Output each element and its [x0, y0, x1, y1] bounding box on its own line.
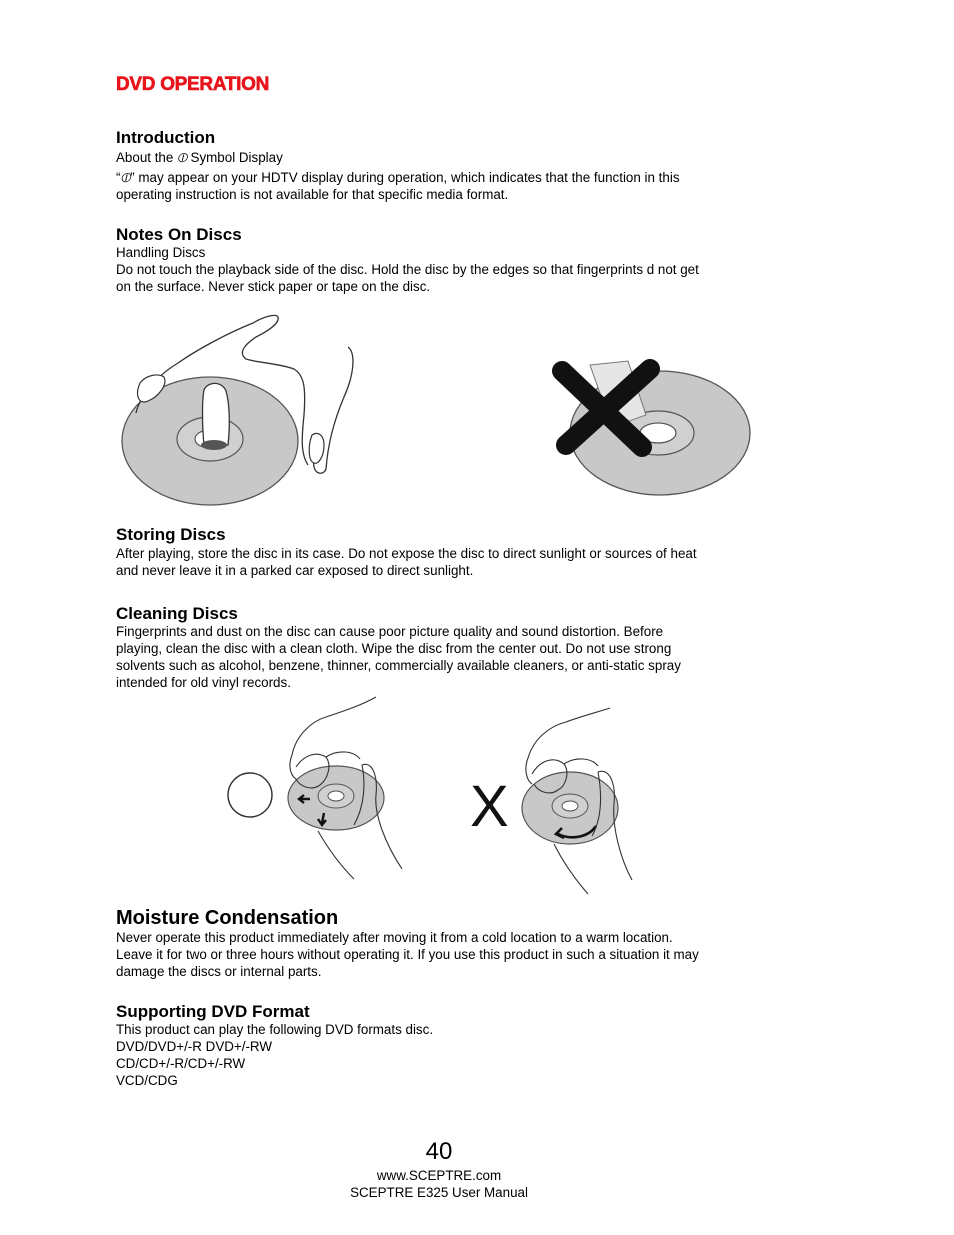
formats-intro: This product can play the following DVD formats disc. — [116, 1022, 434, 1037]
notes-heading: Notes On Discs — [116, 225, 242, 244]
notes-line-1: Do not touch the playback side of the disc. Hold the disc by the edges so that fingerprints d not get — [116, 262, 699, 277]
disc-hole — [328, 791, 344, 801]
moisture-heading: Moisture Condensation — [116, 907, 339, 929]
handling-discs-label: Handling Discs — [116, 245, 206, 260]
symbol-display-line — [116, 149, 766, 166]
symbol-description-rest: ” may appear on your HDTV display during operation, which indicates that the function in this — [130, 170, 680, 185]
symbol-description-line-2: operating instruction is not available for that specific media format. — [116, 187, 509, 202]
cleaning-line-3: solvents such as alcohol, benzene, thinner, commercially available cleaners, or anti-static spray — [116, 658, 681, 673]
disc-handling-wrong-illustration — [550, 355, 755, 500]
formats-text — [116, 1021, 766, 1089]
footer-manual-name: SCEPTRE E325 User Manual — [350, 1185, 528, 1200]
cleaning-line-2: playing, clean the disc with a clean cloth. Wipe the disc from the center out. Do not use strong — [116, 641, 672, 656]
moisture-text — [116, 929, 766, 980]
format-cd: CD/CD+/-R/CD+/-RW — [116, 1056, 246, 1071]
storing-line-1: After playing, store the disc in its case. Do not expose the disc to direct sunlight or sources of heat — [116, 546, 697, 561]
disc-cleaning-correct-illustration — [226, 695, 411, 890]
storing-line-2: and never leave it in a parked car exposed to direct sunlight. — [116, 563, 474, 578]
disc-cleaning-wrong-illustration — [470, 708, 645, 900]
introduction-text — [116, 149, 766, 203]
notes-text — [116, 244, 766, 295]
format-vcd: VCD/CDG — [116, 1073, 178, 1088]
prohibited-symbol-icon: ⦶ — [177, 150, 187, 165]
notes-line-2: on the surface. Never stick paper or tape on the disc. — [116, 279, 431, 294]
symbol-prefix: About the — [116, 150, 178, 165]
storing-text — [116, 545, 766, 579]
cleaning-text — [116, 623, 766, 691]
wrong-mark-icon: X — [470, 774, 509, 839]
cleaning-line-1: Fingerprints and dust on the disc can cause poor picture quality and sound distortion. Before — [116, 624, 664, 639]
disc-hole — [562, 801, 578, 811]
thumb-shadow — [201, 440, 227, 450]
storing-heading: Storing Discs — [116, 525, 226, 544]
symbol-suffix: Symbol Display — [186, 150, 283, 165]
page-title: DVD OPERATION — [116, 74, 270, 95]
prohibited-symbol-icon-inline: ⦶ — [120, 170, 131, 185]
thumb-shape — [203, 383, 230, 445]
moisture-line-1: Never operate this product immediately after moving it from a cold location to a warm location. — [116, 930, 673, 945]
finger-tip-right — [309, 433, 324, 463]
introduction-heading: Introduction — [116, 128, 216, 147]
footer-website: www.SCEPTRE.com — [376, 1168, 502, 1183]
formats-heading: Supporting DVD Format — [116, 1002, 310, 1021]
cleaning-heading: Cleaning Discs — [116, 604, 238, 623]
moisture-line-2: Leave it for two or three hours without operating it. If you use this product in such a situation it may — [116, 947, 699, 962]
page-number: 40 — [425, 1138, 453, 1165]
correct-circle-icon — [228, 773, 272, 817]
symbol-description-line — [116, 169, 766, 186]
moisture-line-3: damage the discs or internal parts. — [116, 964, 322, 979]
format-dvd: DVD/DVD+/-R DVD+/-RW — [116, 1039, 272, 1054]
quote-open: “ — [116, 170, 121, 185]
disc-handling-correct-illustration — [118, 305, 363, 510]
cleaning-line-4: intended for old vinyl records. — [116, 675, 291, 690]
